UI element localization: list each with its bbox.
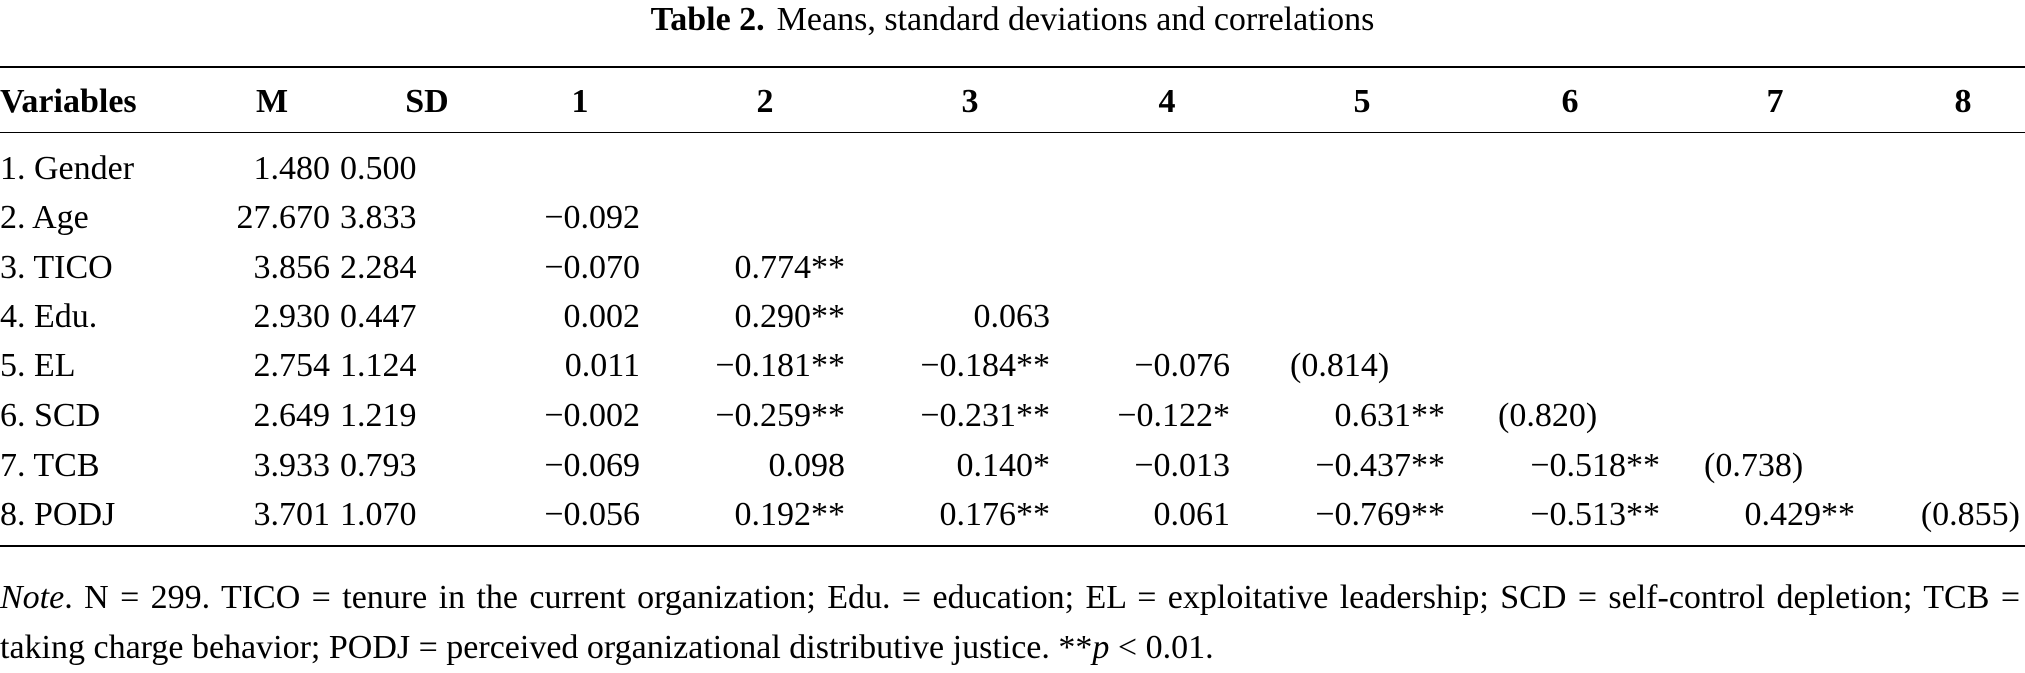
table-top-rule [0, 66, 2025, 68]
cell-c5: −0.437** [1315, 447, 1445, 484]
cell-sd: 3.833 [340, 199, 417, 236]
table-header-rule [0, 132, 2025, 133]
header-m: M [255, 83, 289, 120]
cell-c1: 0.011 [564, 347, 640, 384]
cell-m: 3.933 [253, 447, 330, 484]
header-2: 2 [756, 83, 774, 120]
cell-c6: −0.513** [1530, 496, 1660, 533]
cell-m: 1.480 [253, 150, 330, 187]
cell-c7: (0.738) [1704, 447, 1804, 484]
table-caption [0, 0, 2025, 40]
header-4: 4 [1158, 83, 1176, 120]
cell-c3: 0.176** [939, 496, 1050, 533]
cell-c5: (0.814) [1290, 347, 1390, 384]
cell-c1: −0.070 [544, 249, 640, 286]
cell-c4: −0.013 [1134, 447, 1230, 484]
header-7: 7 [1766, 83, 1784, 120]
table-title: Means, standard deviations and correlations [776, 1, 1375, 38]
row-label: 1. Gender [0, 150, 135, 187]
cell-c3: −0.231** [920, 397, 1050, 434]
header-sd: SD [405, 83, 449, 120]
cell-c2: 0.290** [734, 298, 845, 335]
row-label: 7. TCB [0, 447, 100, 484]
cell-c3: 0.140* [956, 447, 1050, 484]
cell-m: 2.649 [253, 397, 330, 434]
row-label: 5. EL [0, 347, 76, 384]
cell-c4: −0.076 [1134, 347, 1230, 384]
note-end: < 0.01. [1109, 629, 1214, 666]
cell-c5: −0.769** [1315, 496, 1445, 533]
cell-m: 2.754 [253, 347, 330, 384]
cell-c4: −0.122* [1117, 397, 1230, 434]
cell-c6: −0.518** [1530, 447, 1660, 484]
table-label: Table 2. [650, 1, 765, 38]
cell-m: 2.930 [253, 298, 330, 335]
row-label: 4. Edu. [0, 298, 98, 335]
cell-sd: 1.124 [340, 347, 417, 384]
cell-c2: 0.098 [768, 447, 845, 484]
header-6: 6 [1561, 83, 1579, 120]
header-8: 8 [1954, 83, 1972, 120]
header-variables: Variables [0, 83, 137, 120]
cell-m: 27.670 [236, 199, 330, 236]
cell-c2: 0.192** [734, 496, 845, 533]
table-note [0, 573, 2020, 673]
cell-c1: −0.092 [544, 199, 640, 236]
cell-c1: −0.002 [544, 397, 640, 434]
cell-c3: 0.063 [973, 298, 1050, 335]
cell-sd: 0.500 [340, 150, 417, 187]
cell-sd: 1.070 [340, 496, 417, 533]
cell-c4: 0.061 [1153, 496, 1230, 533]
row-label: 2. Age [0, 199, 89, 236]
cell-c5: 0.631** [1334, 397, 1445, 434]
cell-c7: 0.429** [1744, 496, 1855, 533]
cell-m: 3.701 [253, 496, 330, 533]
cell-sd: 0.793 [340, 447, 417, 484]
cell-c2: −0.181** [715, 347, 845, 384]
cell-c1: 0.002 [563, 298, 640, 335]
cell-m: 3.856 [253, 249, 330, 286]
row-label: 8. PODJ [0, 496, 116, 533]
cell-c3: −0.184** [920, 347, 1050, 384]
note-p: p [1092, 629, 1110, 666]
header-3: 3 [961, 83, 979, 120]
cell-c2: −0.259** [715, 397, 845, 434]
row-label: 6. SCD [0, 397, 101, 434]
cell-c1: −0.056 [544, 496, 640, 533]
cell-sd: 0.447 [340, 298, 417, 335]
header-1: 1 [571, 83, 589, 120]
cell-c2: 0.774** [734, 249, 845, 286]
table-bottom-rule [0, 545, 2025, 547]
header-5: 5 [1353, 83, 1371, 120]
cell-c1: −0.069 [544, 447, 640, 484]
cell-c8: (0.855) [1920, 496, 2020, 533]
note-text: . N = 299. TICO = tenure in the current organization; Edu. = education; EL = exploitative leadership; SCD = self-control depletion; TCB = taking charge behavior; PODJ = perceived organizational distributive justice. ** [0, 579, 2020, 666]
cell-c6: (0.820) [1498, 397, 1598, 434]
cell-sd: 1.219 [340, 397, 417, 434]
row-label: 3. TICO [0, 249, 113, 286]
note-label: Note [0, 579, 65, 616]
cell-sd: 2.284 [340, 249, 417, 286]
